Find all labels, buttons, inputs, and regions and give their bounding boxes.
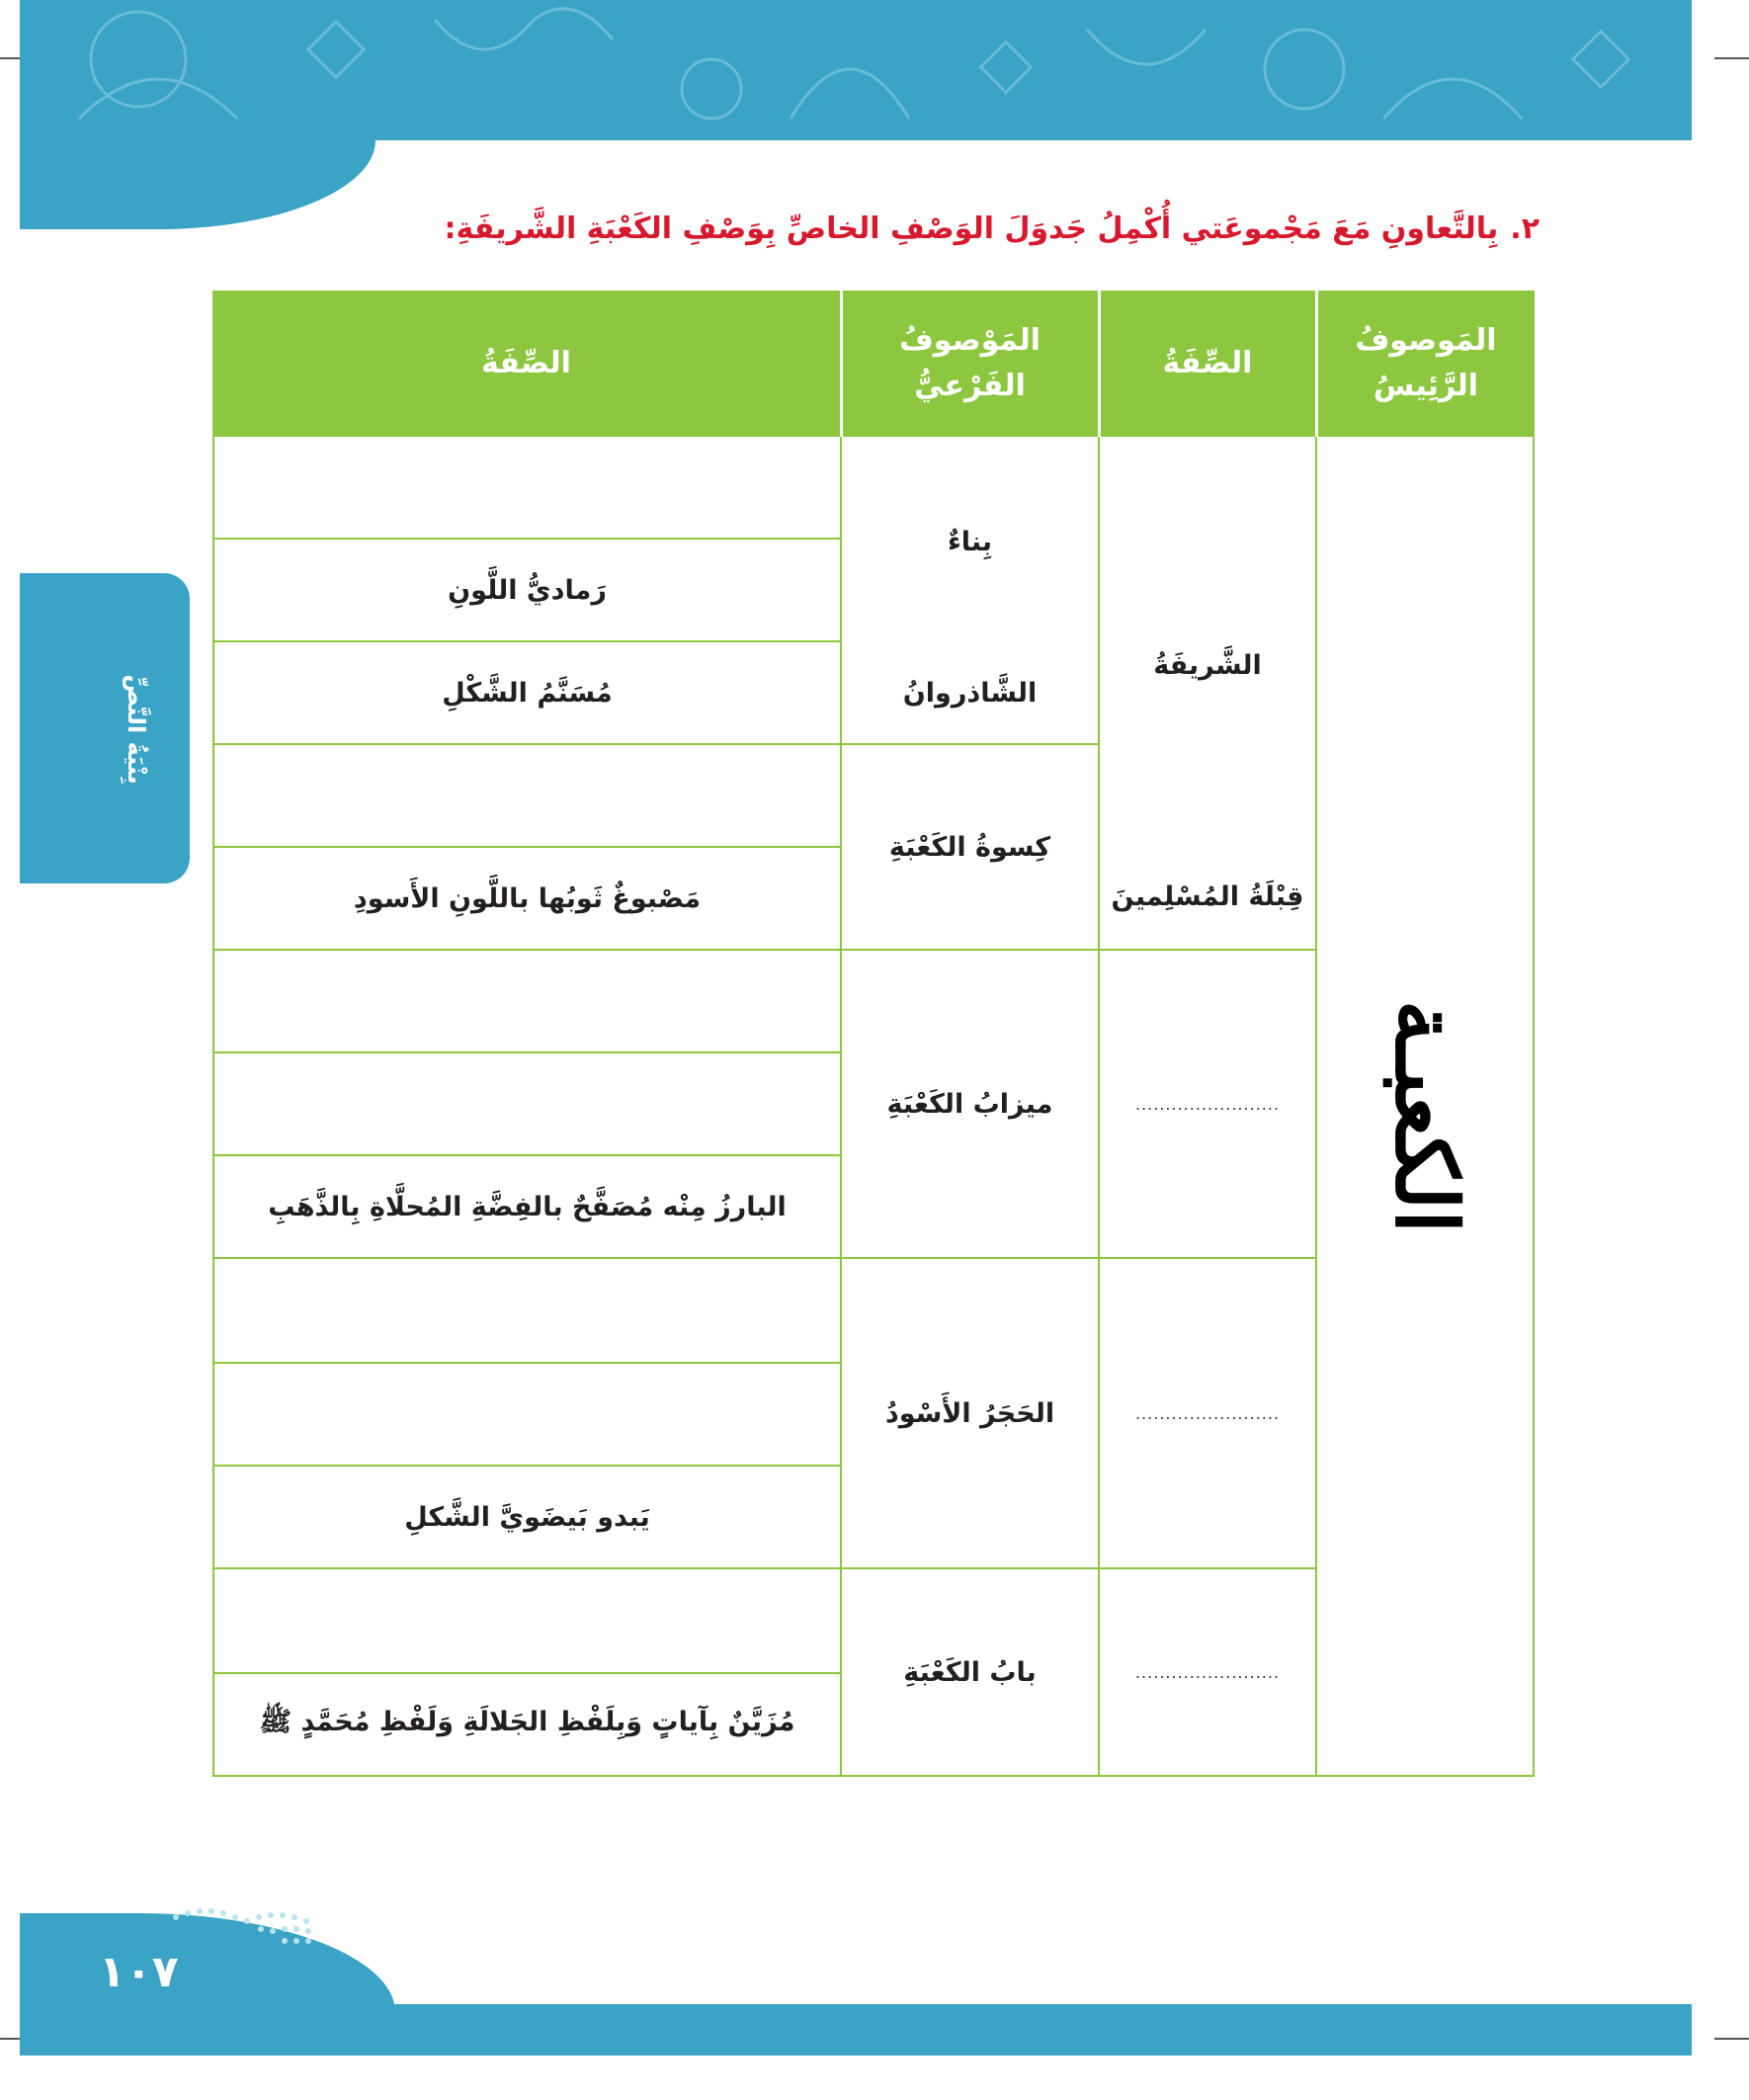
sub-attribute-cell: مَصْبوغٌ ثَوبُها باللَّونِ الأَسودِ <box>353 882 702 914</box>
sub-attribute-cell: البارزُ مِنْه مُصَفَّحٌ بالفِضَّةِ المُحلَّاةِ بِالذَّهَبِ <box>268 1191 787 1222</box>
question-number: ٢. <box>1510 211 1540 246</box>
table-border <box>1533 437 1535 1777</box>
attribute-cell: الشَّريفَةُ <box>1153 649 1262 681</box>
sub-attribute-blank[interactable] <box>214 951 840 1051</box>
main-described-value: الكعبـة <box>1375 999 1476 1234</box>
attribute-blank[interactable]: ........................ <box>1134 1662 1281 1682</box>
ministry-logo-icon <box>166 1897 324 1976</box>
header-attribute: الصِّفَةُ <box>1162 345 1253 380</box>
question-heading <box>444 211 1540 246</box>
sub-described-cell: بِناءٌ <box>947 526 993 557</box>
sub-attribute-blank[interactable] <box>214 1259 840 1362</box>
attribute-blank[interactable]: ........................ <box>1134 1403 1281 1423</box>
crop-mark <box>0 57 20 59</box>
sub-attribute-blank[interactable] <box>214 1053 840 1154</box>
sub-attribute-blank[interactable] <box>214 1569 840 1672</box>
attribute-blank[interactable]: ........................ <box>1134 1094 1281 1114</box>
footer-band <box>20 2004 1692 2056</box>
header-main-described: المَوصوفُ الرَّئِيسُ <box>1355 322 1497 403</box>
crop-mark <box>1714 57 1749 59</box>
sub-attribute-cell: رَماديُّ اللَّونِ <box>448 574 607 606</box>
header-sub-attribute: الصِّفَةُ <box>481 345 571 380</box>
column-line <box>1315 437 1317 1777</box>
description-table <box>212 291 1535 1777</box>
sub-attribute-blank[interactable] <box>214 745 840 846</box>
sub-attribute-cell: مُسَنَّمُ الشَّكْلِ <box>442 677 613 709</box>
sub-attribute-cell: يَبدو بَيضَويَّ الشَّكلِ <box>404 1501 650 1533</box>
sub-described-cell: كِسوةُ الكَعْبَةِ <box>888 831 1051 863</box>
question-text: بِالتَّعاونِ مَعَ مَجْموعَتي أُكْمِلُ جَدوَلَ الوَصْفِ الخاصِّ بِوَصْفِ الكَعْبَةِ الشَّريفَةِ: <box>444 211 1499 246</box>
table-border <box>212 1775 1535 1777</box>
crop-mark <box>0 2038 20 2040</box>
sub-described-cell: الشَّاذروانُ <box>902 677 1038 709</box>
sub-attribute-cell: مُزَيَّنٌ بِآياتٍ وَبِلَفْظِ الجَلالَةِ وَلَفْظِ مُحَمَّدٍ ﷺ <box>259 1707 795 1737</box>
sub-described-cell: بابُ الكَعْبَةِ <box>903 1656 1037 1688</box>
attribute-cell: قِبْلَةُ المُسْلِمينَ <box>1111 881 1304 912</box>
side-tab-label: بِنْيَةُ النَّصِّ <box>123 674 150 785</box>
header-pattern <box>20 0 1692 140</box>
sub-attribute-blank[interactable] <box>214 1364 840 1465</box>
header-sub-described: المَوْصوفُ الفَرْعيُّ <box>898 322 1041 403</box>
page-number: ١٠٧ <box>99 1947 179 1997</box>
sub-described-cell: الحَجَرُ الأَسْودُ <box>884 1397 1055 1429</box>
header-curve <box>20 140 375 229</box>
sub-attribute-blank[interactable] <box>214 439 840 538</box>
side-tab <box>20 573 190 883</box>
sub-described-cell: ميزابُ الكَعْبَةِ <box>886 1088 1053 1120</box>
crop-mark <box>1714 2038 1749 2040</box>
